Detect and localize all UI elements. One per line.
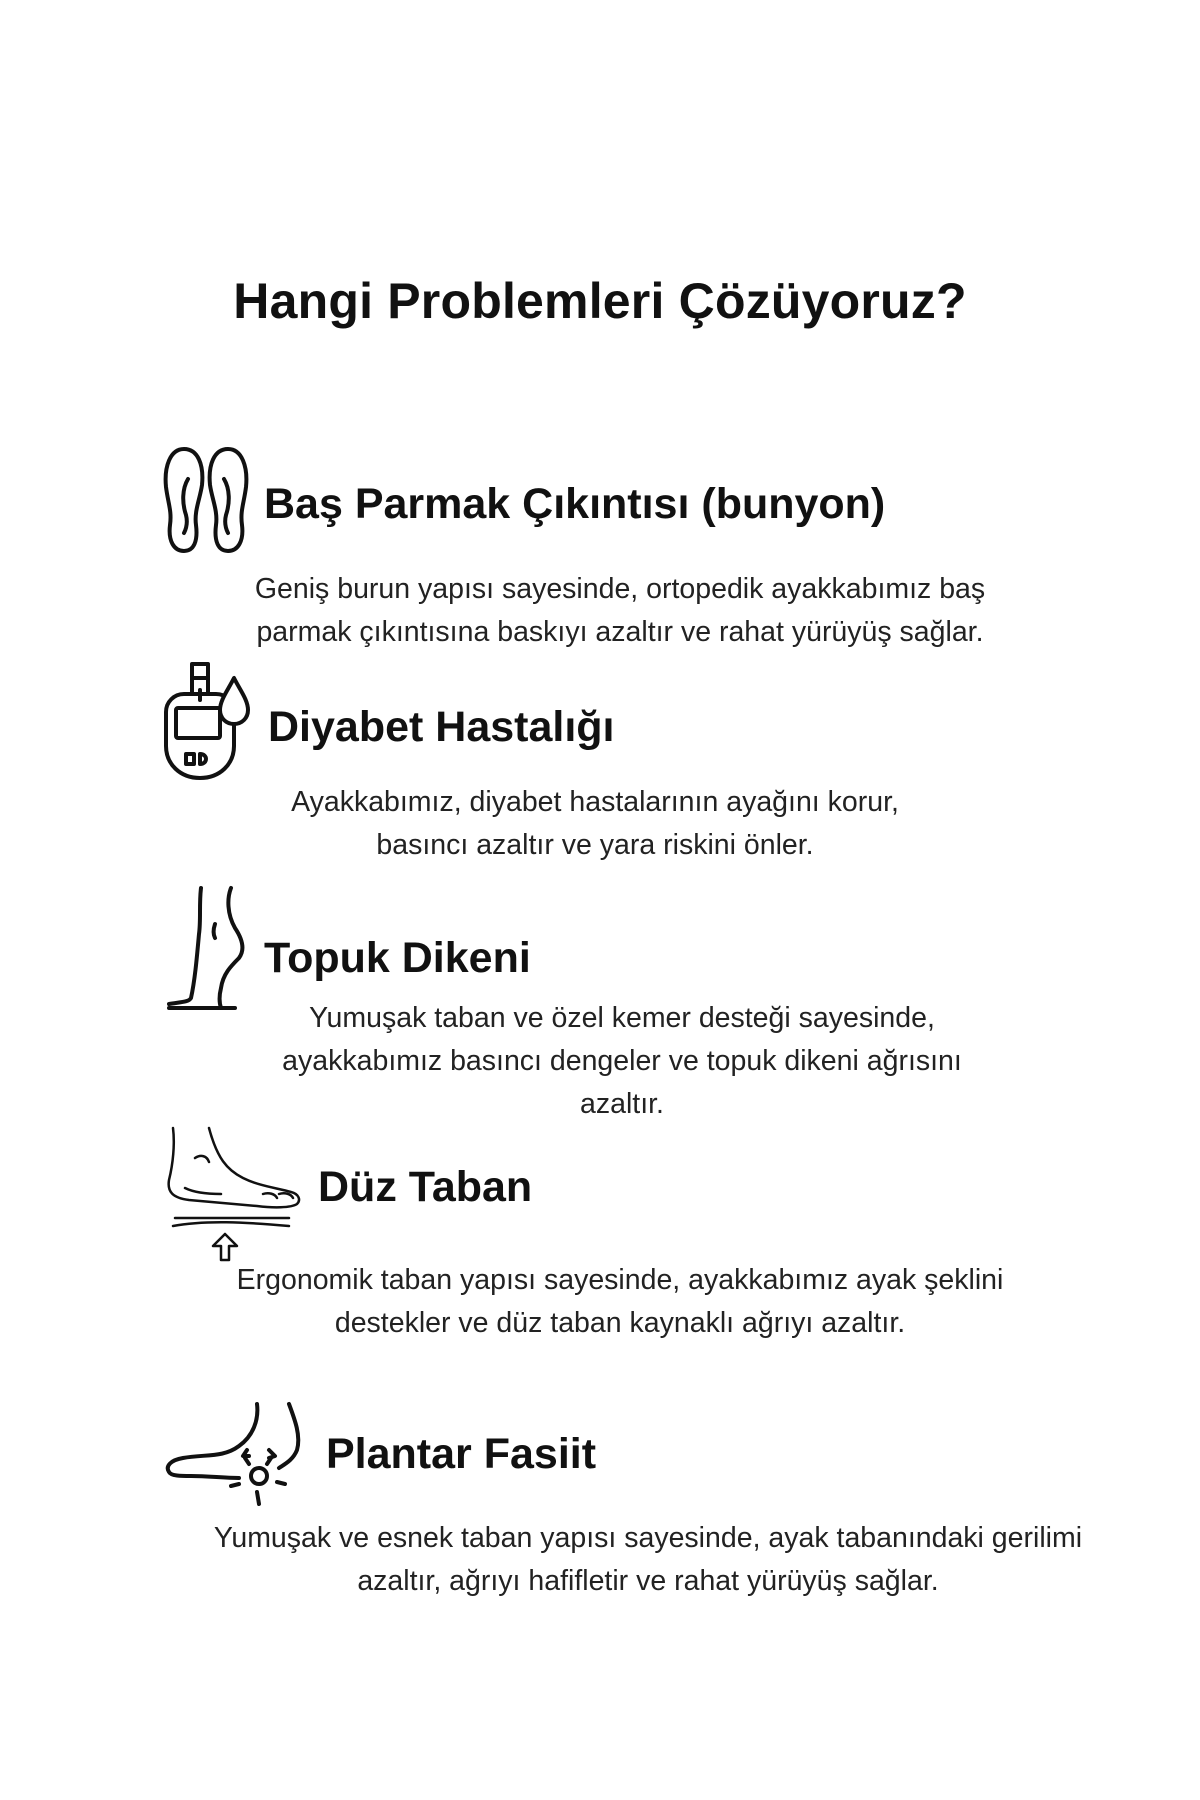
item-description-flat-foot: Ergonomik taban yapısı sayesinde, ayakkabımız ayak şeklini destekler ve düz taban kaynaklı ağrıyı azaltır. <box>236 1264 1004 1339</box>
item-heading-bunion: Baş Parmak Çıkıntısı (bunyon) <box>264 480 886 528</box>
item-description-plantar-fasciitis: Yumuşak ve esnek taban yapısı sayesinde, ayak tabanındaki gerilimi azaltır, ağrıyı hafifletir ve rahat yürüyüş sağlar. <box>213 1522 1083 1597</box>
heel-spur-icon <box>165 884 255 1014</box>
item-description-diabetes: Ayakkabımız, diyabet hastalarının ayağını korur, basıncı azaltır ve yara riskini önler. <box>291 786 899 861</box>
flat-foot-icon <box>165 1124 305 1264</box>
item-heading-heel-spur: Topuk Dikeni <box>264 934 531 982</box>
item-heading-flat-foot: Düz Taban <box>318 1163 533 1211</box>
glucose-meter-icon <box>162 660 252 784</box>
item-description-bunion: Geniş burun yapısı sayesinde, ortopedik ayakkabımız baş parmak çıkıntısına baskıyı azaltır ve rahat yürüyüş sağlar. <box>254 573 986 648</box>
page-title: Hangi Problemleri Çözüyoruz? <box>233 273 967 329</box>
item-description-heel-spur: Yumuşak taban ve özel kemer desteği sayesinde, ayakkabımız basıncı dengeler ve topuk dikeni ağrısını azaltır. <box>282 1002 962 1120</box>
insoles-icon <box>162 445 252 555</box>
plantar-fasciitis-icon <box>165 1400 305 1510</box>
item-heading-plantar-fasciitis: Plantar Fasiit <box>326 1430 597 1478</box>
item-heading-diabetes: Diyabet Hastalığı <box>268 703 615 751</box>
